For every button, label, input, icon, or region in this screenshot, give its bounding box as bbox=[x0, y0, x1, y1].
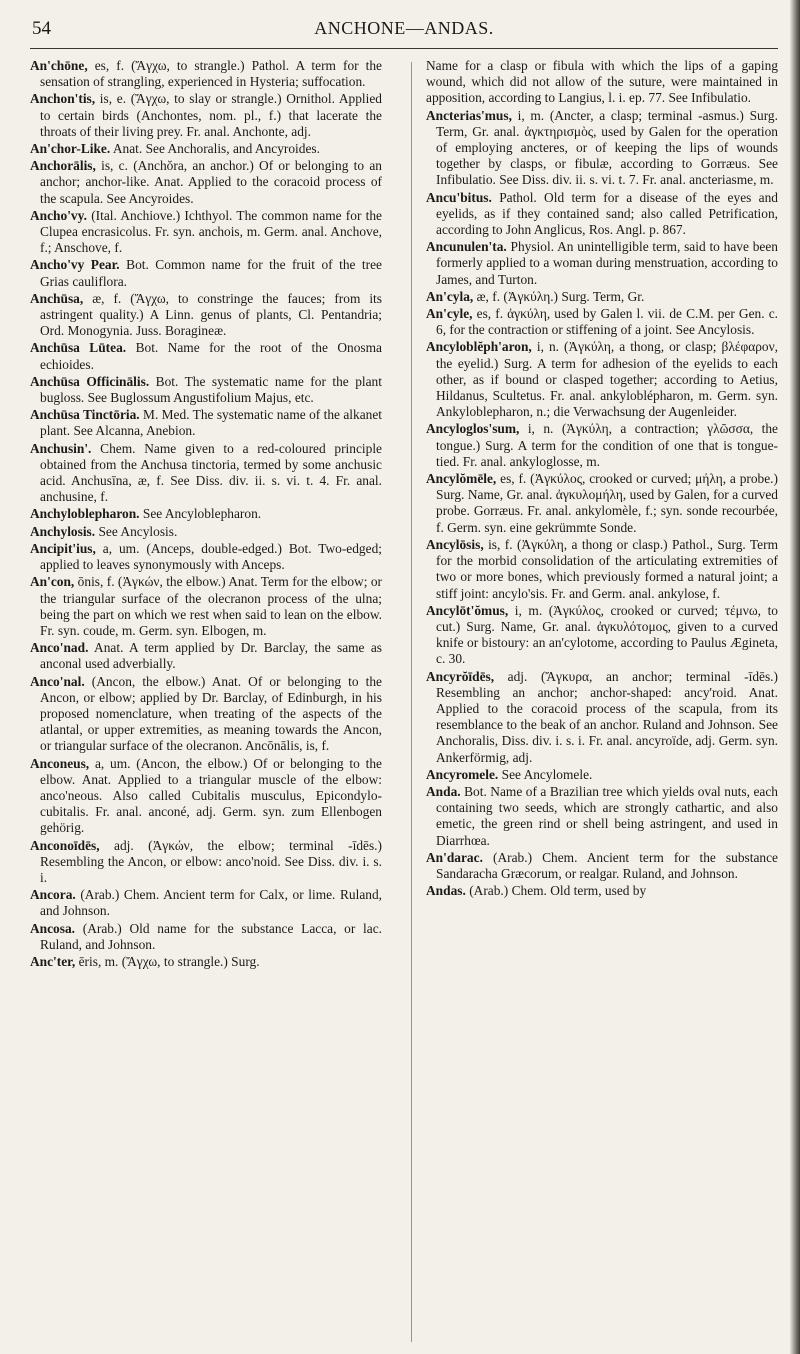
dictionary-entry bbox=[426, 850, 778, 882]
dictionary-entry bbox=[30, 91, 382, 140]
entry-headword: Anconoīdēs, bbox=[30, 837, 100, 853]
entry-headword: Ancipit'ius, bbox=[30, 540, 96, 556]
dictionary-entry bbox=[426, 421, 778, 470]
entry-headword: Anchusin'. bbox=[30, 440, 92, 456]
entry-headword: Ancosa. bbox=[30, 920, 76, 936]
entry-text: adj. (Ἄγκυρα, an anchor; terminal -īdēs.) Resembling an anchor; anchor-shaped: ancy'roid. Anat. Applied to the coracoid process of the scapula, from its resemblance to the beak of an anchor. Ruland and Johnson. See Anchoralis, Diss. div. i. s. i. Fr. anal. ancyroïde, adj. Germ. syn. Ankerförmig, adj. bbox=[436, 668, 778, 765]
dictionary-entry bbox=[426, 537, 778, 602]
entry-headword: Anco'nal. bbox=[30, 673, 85, 689]
dictionary-entry bbox=[30, 524, 382, 540]
entry-text: i, m. (Ἀγκύλος, crooked or curved; τέμνω, to cut.) Surg. Name, Gr. anal. ἀγκυλότομος, given to a curved knife or bistoury: an an'cylotome, according to Paulus Ægineta, c. 30. bbox=[436, 602, 778, 667]
dictionary-entry bbox=[426, 289, 778, 305]
dictionary-entry bbox=[30, 374, 382, 406]
dictionary-entry bbox=[30, 291, 382, 340]
page-number: 54 bbox=[32, 18, 51, 39]
dictionary-entry bbox=[30, 541, 382, 573]
right-column bbox=[426, 58, 778, 900]
entry-headword: Anchūsa, bbox=[30, 290, 84, 306]
page-header bbox=[30, 14, 778, 44]
entry-text: es, f. ἀγκύλη, used by Galen l. vii. de C.M. per Gen. c. 6, for the contraction or stiffening of a joint. See Ancylosis. bbox=[436, 306, 778, 338]
entry-headword: Ancyromele. bbox=[426, 766, 499, 782]
entry-text: Physiol. An unintelligible term, said to have been formerly applied to a woman during menstruation, according to James, and Turton. bbox=[436, 239, 778, 287]
entry-text: (Arab.) Chem. Ancient term for Calx, or lime. Ruland, and Johnson. bbox=[40, 887, 382, 919]
entry-text: is, c. (Anchŏra, an anchor.) Of or belonging to an anchor; anchor-like. Anat. Applied to the coracoid process of the scapula. See Ancyroides. bbox=[40, 158, 382, 206]
entry-headword: Anchorālis, bbox=[30, 158, 96, 174]
entry-headword: An'chōne, bbox=[30, 58, 88, 73]
column-divider bbox=[411, 62, 412, 1342]
dictionary-entry bbox=[426, 306, 778, 338]
entry-text: (Arab.) Chem. Ancient term for the substance Sandaracha Græcorum, or realgar. Ruland, and Johnson. bbox=[436, 849, 778, 881]
entry-text: adj. (Ἀγκών, the elbow; terminal -īdēs.) Resembling the Ancon, or elbow: anco'noid. See Diss. div. i. s. i. bbox=[40, 837, 382, 885]
entry-headword: Ancunulen'ta. bbox=[426, 239, 507, 255]
dictionary-entry bbox=[426, 603, 778, 668]
entry-headword: Anconeus, bbox=[30, 755, 90, 771]
entry-headword: Ancyloblĕph'aron, bbox=[426, 339, 532, 355]
dictionary-entry bbox=[426, 190, 778, 239]
entry-text: See Ancylomele. bbox=[501, 766, 593, 782]
entry-text: æ, f. (Ἄγχω, to constringe the fauces; from its astringent quality.) A Linn. genus of plants, Cl. Pentandria; Ord. Monogynia. Juss. Boragineæ. bbox=[40, 290, 382, 339]
entry-text: Anat. A term applied by Dr. Barclay, the same as anconal used adverbially. bbox=[40, 640, 383, 672]
dictionary-entry bbox=[30, 257, 382, 289]
entry-headword: Anchyloblepharon. bbox=[30, 506, 140, 522]
entry-headword: Ancyrŏīdēs, bbox=[426, 668, 495, 684]
entry-text: es, f. (Ἄγχω, to strangle.) Pathol. A term for the sensation of strangling, experienced in Hysteria; suffocation. bbox=[40, 58, 382, 90]
dictionary-entry bbox=[30, 838, 382, 887]
dictionary-entry bbox=[426, 239, 778, 288]
header-rule bbox=[30, 48, 778, 49]
entry-headword: An'darac. bbox=[426, 849, 483, 865]
dictionary-entry bbox=[30, 340, 382, 372]
entry-headword: Anco'nad. bbox=[30, 640, 89, 656]
dictionary-entry bbox=[30, 574, 382, 639]
entry-text: i, m. (Ancter, a clasp; terminal -asmus.) Surg. Term, Gr. anal. ἀγκτηρισμὸς, used by Galen for the operation of employing ancteres, or of keeping the lips of wounds together by clasps, or fibulæ, according to Gorræus. See Infibulatio. See Diss. div. ii. s. vi. t. 7. Fr. anal. ancteriasme, m. bbox=[436, 107, 778, 188]
entry-text: See Ancyloblepharon. bbox=[142, 506, 262, 522]
dictionary-entry bbox=[426, 784, 778, 849]
entry-text: (Arab.) Chem. Old term, used by bbox=[469, 883, 647, 899]
entry-text: i, n. (Ἀγκύλη, a contraction; γλῶσσα, the tongue.) Surg. A term for the condition of one that is tongue-tied. Fr. anal. ankyloglosse, m. bbox=[436, 421, 779, 469]
dictionary-entry bbox=[30, 887, 382, 919]
entry-headword: An'cyle, bbox=[426, 306, 473, 322]
entry-headword: Ancu'bitus. bbox=[426, 189, 492, 205]
entry-headword: Ancora. bbox=[30, 887, 76, 903]
entry-headword: An'con, bbox=[30, 574, 75, 590]
dictionary-entry bbox=[30, 674, 382, 755]
entry-text: M. Med. The systematic name of the alkanet plant. See Alcanna, Anebion. bbox=[40, 407, 382, 439]
entry-text: æ, f. (Ἀγκύλη.) Surg. Term, Gr. bbox=[476, 288, 645, 304]
dictionary-entry bbox=[426, 108, 778, 189]
dictionary-entry bbox=[30, 158, 382, 207]
entry-headword: Anda. bbox=[426, 783, 461, 799]
entry-headword: Andas. bbox=[426, 883, 466, 899]
entry-headword: Ancylōsis, bbox=[426, 536, 484, 552]
entry-text: (Ital. Anchiove.) Ichthyol. The common name for the Clupea encrasicolus. Fr. syn. anchois, m. Germ. anal. Anchove, f.; Anschove, f. bbox=[40, 207, 382, 256]
entry-text: es, f. (Ἀγκύλος, crooked or curved; μήλη, a probe.) Surg. Name, Gr. anal. ἀγκυλομήλη, used by Galen, for a curved probe. Gorræus. Fr. anal. ankylomèle, f.; syn. sonde recourbée, f. Germ. syn. eine gekrümmte Sonde. bbox=[436, 471, 778, 535]
entry-text: Bot. The systematic name for the plant bugloss. See Buglossum Angustifolium Majus, etc. bbox=[40, 373, 382, 406]
entry-headword: Ancylōt'ŏmus, bbox=[426, 602, 509, 618]
entry-headword: An'cyla, bbox=[426, 288, 474, 304]
entry-headword: Anchūsa Officinālis. bbox=[30, 373, 150, 389]
entry-text: a, um. (Anceps, double-edged.) Bot. Two-edged; applied to leaves synonymously with Anceps. bbox=[40, 540, 382, 573]
entry-text: ōnis, f. (Ἀγκών, the elbow.) Anat. Term for the elbow; or the triangular surface of the olecranon process of the ulna; being the part on which we rest when said to lean on the elbow. Fr. syn. coude, m. Germ. syn. Elbogen, m. bbox=[40, 574, 382, 638]
entry-text: (Arab.) Old name for the substance Lacca, or lac. Ruland, and Johnson. bbox=[40, 920, 382, 952]
dictionary-entry bbox=[30, 141, 382, 157]
entry-headword: Anchūsa Tinctōria. bbox=[30, 407, 140, 423]
entry-text: See Ancylosis. bbox=[98, 523, 178, 539]
running-head: ANCHONE—ANDAS. bbox=[314, 18, 494, 38]
dictionary-entry bbox=[426, 883, 778, 899]
left-column bbox=[30, 58, 382, 971]
dictionary-entry bbox=[30, 506, 382, 522]
entry-headword: Ancho'vy Pear. bbox=[30, 257, 120, 273]
dictionary-entry bbox=[426, 767, 778, 783]
dictionary-entry bbox=[30, 954, 382, 970]
dictionary-entry bbox=[426, 339, 778, 420]
entry-text: is, e. (Ἄγχω, to slay or strangle.) Ornithol. Applied to certain birds (Anchontes, nom. pl., f.) that lacerate the throats of their living prey. Fr. anal. Anchonte, adj. bbox=[40, 91, 382, 139]
entry-headword: Ancho'vy. bbox=[30, 207, 87, 223]
entry-text: i, n. (Ἀγκύλη, a thong, or clasp; βλέφαρον, the eyelid.) Surg. A term for adhesion of the eyelids to each other, as if bound or clasped together; according to Aetius, Hildanus, Scultetus. Fr. anal. ankyloblépharon, m. Germ. syn. Ankyloblepharon, n.; die Verwachsung der Augenleider. bbox=[436, 339, 778, 420]
dictionary-entry bbox=[30, 58, 382, 90]
dictionary-entry bbox=[30, 407, 382, 439]
entry-text: is, f. (Ἀγκύλη, a thong or clasp.) Pathol., Surg. Term for the morbid consolidation of the articulating extremities of two or more bones, which previously formed a natural joint; a stiff joint: ancylo'sis. Fr. and Germ. anal. ankylose, f. bbox=[436, 536, 778, 601]
dictionary-entry bbox=[426, 669, 778, 766]
entry-text: Chem. Name given to a red-coloured principle obtained from the Anchusa tinctoria, termed by some anchusic acid. Anchusīna, æ, f. See Diss. div. ii. s. vi. t. 4. Fr. anal. anchusine, f. bbox=[40, 440, 382, 505]
entry-headword: Anchon'tis, bbox=[30, 91, 96, 107]
dictionary-entry bbox=[426, 471, 778, 536]
dictionary-entry bbox=[30, 756, 382, 837]
entry-text: Bot. Name for the root of the Onosma echioides. bbox=[40, 340, 382, 372]
dictionary-entry bbox=[30, 640, 382, 672]
entry-text: Bot. Name of a Brazilian tree which yields oval nuts, each containing two seeds, which are strongly cathartic, and also emetic, the green rind or shell being astringent, and used in Diarrhœa. bbox=[436, 783, 778, 848]
entry-text: Bot. Common name for the fruit of the tree Grias cauliflora. bbox=[40, 257, 382, 289]
dictionary-entry bbox=[30, 441, 382, 506]
dictionary-entry bbox=[30, 208, 382, 257]
entry-text: ēris, m. (Ἄγχω, to strangle.) Surg. bbox=[78, 953, 260, 969]
entry-headword: Anc'ter, bbox=[30, 953, 76, 969]
entry-headword: Ancterias'mus, bbox=[426, 107, 512, 123]
entry-text: a, um. (Ancon, the elbow.) Of or belonging to the elbow. Anat. Applied to a triangular muscle of the elbow: anco'neous. Also called Cubitalis musculus, Epicondylo-cubitalis. Fr. anal. anconé, adj. Germ. syn. zum Ellenbogen gehörig. bbox=[40, 755, 382, 836]
entry-headword: An'chor-Like. bbox=[30, 141, 111, 157]
entry-text: Anat. See Anchoralis, and Ancyroides. bbox=[112, 141, 320, 157]
entry-headword: Anchūsa Lūtea. bbox=[30, 340, 127, 356]
dictionary-entry bbox=[426, 58, 778, 107]
dictionary-entry bbox=[30, 921, 382, 953]
entry-text: Name for a clasp or fibula with which the lips of a gaping wound, which did not allow of the suture, were maintained in apposition, according to Langius, l. i. ep. 77. See Infibulatio. bbox=[426, 58, 778, 106]
entry-headword: Anchylosis. bbox=[30, 523, 96, 539]
entry-text: (Ancon, the elbow.) Anat. Of or belonging to the Ancon, or elbow; applied by Dr. Barclay, of Edinburgh, in his proposed nomenclature, when treating of the aspects of the atlantal, or upper extremities, as meaning towards the Ancon, or triangular surface of the olecranon. Ancōnālis, is, f. bbox=[40, 673, 382, 754]
entry-headword: Ancyloglos'sum, bbox=[426, 421, 520, 437]
entry-text: Pathol. Old term for a disease of the eyes and eyelids, as if they contained sand; also called Petrification, according to John Anglicus, Ros. Angl. p. 867. bbox=[436, 189, 778, 238]
book-edge-shadow bbox=[790, 0, 800, 1354]
entry-headword: Ancylŏmēle, bbox=[426, 471, 497, 487]
